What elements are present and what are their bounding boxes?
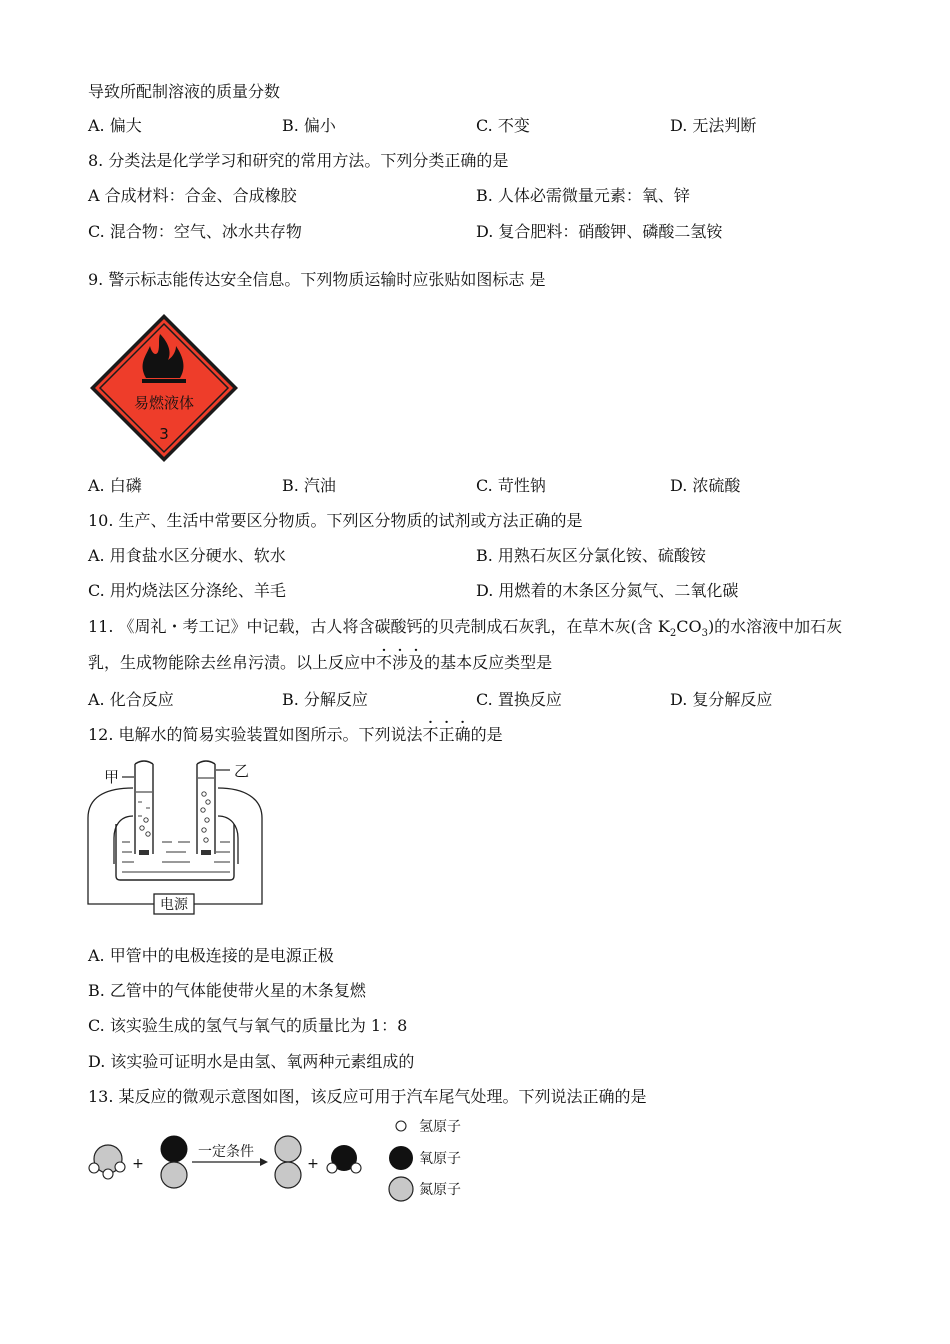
plus-sign: + (132, 1156, 144, 1172)
legend-nitrogen: 氮原子 (419, 1182, 461, 1198)
q12-option-b[interactable]: B. 乙管中的气体能使带火星的木条复燃 (88, 981, 366, 1000)
sign-class-number: 3 (159, 425, 169, 443)
q9-stem: 9. 警示标志能传达安全信息。下列物质运输时应张贴如图标志 是 (88, 270, 546, 289)
q9-option-b[interactable]: B. 汽油 (282, 476, 336, 495)
emphasis-char: 涉 (392, 653, 409, 672)
q10-option-c[interactable]: C. 用灼烧法区分涤纶、羊毛 (88, 581, 286, 600)
hydrogen-atom-icon (396, 1121, 406, 1131)
q11-stem-line-2: 乳，生成物能除去丝帛污渍。以上反应中不涉及的基本反应类型是 (88, 653, 553, 672)
legend-hydrogen: 氢原子 (419, 1119, 461, 1135)
legend-oxygen: 氧原子 (419, 1151, 461, 1167)
nitrogen-molecule (275, 1136, 301, 1188)
q7-option-a[interactable]: A. 偏大 (88, 116, 142, 135)
nitric-oxide-molecule (161, 1136, 187, 1188)
emphasis-char: 正 (438, 725, 455, 744)
q8-option-c[interactable]: C. 混合物：空气、冰水共存物 (88, 222, 302, 241)
q11-option-a[interactable]: A. 化合反应 (88, 690, 174, 709)
power-source-label: 电源 (160, 897, 188, 913)
q8-option-b[interactable]: B. 人体必需微量元素：氧、锌 (476, 186, 690, 205)
q10-option-d[interactable]: D. 用燃着的木条区分氮气、二氧化碳 (476, 581, 739, 600)
tube-label-right: 乙 (234, 762, 250, 780)
flammable-liquid-warning-sign (88, 312, 240, 464)
q9-option-c[interactable]: C. 苛性钠 (476, 476, 546, 495)
q8-stem: 8. 分类法是化学学习和研究的常用方法。下列分类正确的是 (88, 151, 509, 170)
q7-option-c[interactable]: C. 不变 (476, 116, 530, 135)
electrolysis-apparatus-diagram (86, 758, 266, 918)
nitrogen-atom-icon (389, 1177, 413, 1201)
q12-stem: 12. 电解水的简易实验装置如图所示。下列说法不正确的是 (88, 725, 503, 744)
q10-option-a[interactable]: A. 用食盐水区分硬水、软水 (88, 546, 286, 565)
emphasis-char: 不 (422, 725, 439, 744)
q10-option-b[interactable]: B. 用熟石灰区分氯化铵、硫酸铵 (476, 546, 706, 565)
emphasis-char: 及 (408, 653, 425, 672)
question-7-continuation: 导致所配制溶液的质量分数 (88, 82, 281, 101)
emphasis-char: 不 (376, 653, 393, 672)
q11-stem-line-1: 11. 《周礼・考工记》中记载，古人将含碳酸钙的贝壳制成石灰乳，在草木灰(含 $K_2CO_3$)的水溶液中加石灰 (88, 617, 843, 640)
q9-option-a[interactable]: A. 白磷 (88, 476, 142, 495)
q12-option-a[interactable]: A. 甲管中的电极连接的是电源正极 (88, 946, 334, 965)
q9-option-d[interactable]: D. 浓硫酸 (670, 476, 741, 495)
q7-option-d[interactable]: D. 无法判断 (670, 116, 757, 135)
q7-option-b[interactable]: B. 偏小 (282, 116, 336, 135)
atom-legend (389, 1119, 461, 1201)
tube-label-left: 甲 (104, 768, 120, 786)
q8-option-a[interactable]: A 合成材料：合金、合成橡胶 (88, 186, 297, 205)
reaction-condition: 一定条件 (198, 1144, 254, 1160)
ammonia-molecule (89, 1145, 125, 1179)
plus-sign: + (307, 1156, 319, 1172)
emphasis-char: 确 (454, 725, 471, 744)
reaction-micro-diagram (86, 1112, 486, 1208)
q13-stem: 13. 某反应的微观示意图如图，该反应可用于汽车尾气处理。下列说法正确的是 (88, 1087, 647, 1106)
q8-option-d[interactable]: D. 复合肥料：硝酸钾、磷酸二氢铵 (476, 222, 723, 241)
q11-option-d[interactable]: D. 复分解反应 (670, 690, 773, 709)
water-molecule (327, 1145, 361, 1173)
sign-label: 易燃液体 (133, 394, 195, 412)
q12-option-c[interactable]: C. 该实验生成的氢气与氧气的质量比为 1：8 (88, 1016, 408, 1035)
q12-option-d[interactable]: D. 该实验可证明水是由氢、氧两种元素组成的 (88, 1052, 415, 1071)
q11-option-b[interactable]: B. 分解反应 (282, 690, 368, 709)
oxygen-atom-icon (389, 1146, 413, 1170)
q11-option-c[interactable]: C. 置换反应 (476, 690, 562, 709)
q10-stem: 10. 生产、生活中常要区分物质。下列区分物质的试剂或方法正确的是 (88, 511, 583, 530)
